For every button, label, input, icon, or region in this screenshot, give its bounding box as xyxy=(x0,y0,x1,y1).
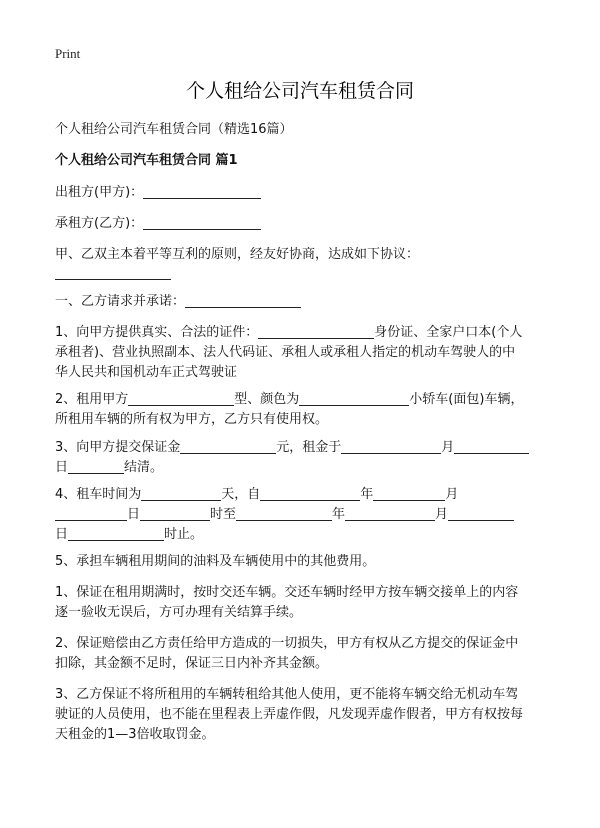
item1-text-b: 身份证、全家户口本(个人 xyxy=(374,325,523,340)
item4-text-g: 年 xyxy=(332,507,346,522)
item4-end-day-blank xyxy=(448,505,514,521)
item3-text-e: 结清。 xyxy=(124,460,164,475)
item4-text-b: 天，自 xyxy=(221,487,261,502)
item4-start-day-blank xyxy=(55,505,127,521)
item4-end-hour-blank xyxy=(68,525,164,541)
item2-model-blank xyxy=(128,390,234,406)
intro-blank-line xyxy=(55,262,555,285)
item1-line2: 承租者)、营业执照副本、法人代码证、承租人或承租人指定的机动车驾驶人的中 xyxy=(55,345,516,360)
guarantee3-line1: 3、乙方保证不将所租用的车辆转租给其他人使用，更不能将车辆交给无机动车驾 xyxy=(55,687,519,702)
item1-line3: 华人民共和国机动车正式驾驶证 xyxy=(55,365,238,380)
item2-text-a: 2、租用甲方 xyxy=(55,392,129,407)
item4-text-h: 月 xyxy=(435,507,449,522)
item3-text-b: 元，租金于 xyxy=(276,440,342,455)
item2-line2: 所租用车辆的所有权为甲方，乙方只有使用权。 xyxy=(55,412,329,427)
guarantee3-line2: 驶证的人员使用，也不能在里程表上弄虚作假，凡发现弄虚作假者，甲方有权按每 xyxy=(55,707,524,722)
lessor-line xyxy=(55,181,555,204)
intro-blank xyxy=(55,264,171,280)
item3-text-d: 日 xyxy=(55,460,69,475)
guarantee1-line1: 1、保证在租用期满时，按时交还车辆。交还车辆时经甲方按车辆交接单上的内容 xyxy=(55,585,519,600)
guarantee2-line2: 扣除，其金额不足时，保证三日内补齐其金额。 xyxy=(55,656,329,671)
item4-start-hour-blank xyxy=(140,505,210,521)
item4-text-i: 日 xyxy=(55,527,69,542)
item4-end-month-blank xyxy=(345,505,435,521)
item3-text-a: 3、向甲方提交保证金 xyxy=(55,440,181,455)
item4-start-year-blank xyxy=(260,485,360,501)
item4-end-year-blank xyxy=(236,505,332,521)
clause1-heading-line xyxy=(55,290,555,313)
item4-days-blank xyxy=(141,485,221,501)
lessor-label: 出租方(甲方)： xyxy=(55,185,144,200)
item3-deposit-blank xyxy=(180,438,276,454)
lessee-blank xyxy=(143,214,261,230)
item1-text-a: 1、向甲方提供真实、合法的证件： xyxy=(55,325,259,340)
item4-text-f: 时至 xyxy=(210,507,237,522)
item4-text-c: 年 xyxy=(360,487,374,502)
guarantee3-line3: 天租金的1—3倍收取罚金。 xyxy=(55,727,215,742)
item4-text-j: 时止。 xyxy=(164,527,204,542)
clause1-heading: 一、乙方请求并承诺： xyxy=(55,294,186,309)
lessee-line xyxy=(55,212,555,235)
item4-start-month-blank xyxy=(373,485,445,501)
item3-line2 xyxy=(55,456,555,479)
document-subtitle: 个人租给公司汽车租赁合同（精选16篇） xyxy=(55,122,293,137)
item4-line3 xyxy=(55,523,555,546)
item3-month-blank xyxy=(341,438,441,454)
guarantee2-line1: 2、保证赔偿由乙方责任给甲方造成的一切损失，甲方有权从乙方提交的保证金中 xyxy=(55,636,519,651)
item5-text: 5、承担车辆租用期间的油料及车辆使用中的其他费用。 xyxy=(55,554,376,569)
item2-text-b: 型、颜色为 xyxy=(234,392,300,407)
clause1-blank xyxy=(185,292,301,308)
document-title: 个人租给公司汽车租赁合同 xyxy=(185,80,414,102)
item2-text-c: 小轿车(面包)车辆， xyxy=(409,392,524,407)
item2-color-blank xyxy=(299,390,409,406)
item3-text-c: 月 xyxy=(441,440,455,455)
item4-text-d: 月 xyxy=(445,487,459,502)
item4-text-e: 日 xyxy=(127,507,141,522)
item4-text-a: 4、租车时间为 xyxy=(55,487,142,502)
item3-settle-blank xyxy=(68,458,124,474)
item3-day-blank xyxy=(454,438,529,454)
lessee-label: 承租方(乙方)： xyxy=(55,216,144,231)
item1-blank xyxy=(258,323,374,339)
intro-text: 甲、乙双主本着平等互利的原则，经友好协商，达成如下协议： xyxy=(55,247,420,262)
section-heading: 个人租给公司汽车租赁合同 篇1 xyxy=(55,153,238,168)
lessor-blank xyxy=(143,183,261,199)
print-label: Print xyxy=(55,46,81,61)
guarantee1-line2: 逐一验收无误后，方可办理有关结算手续。 xyxy=(55,605,303,620)
